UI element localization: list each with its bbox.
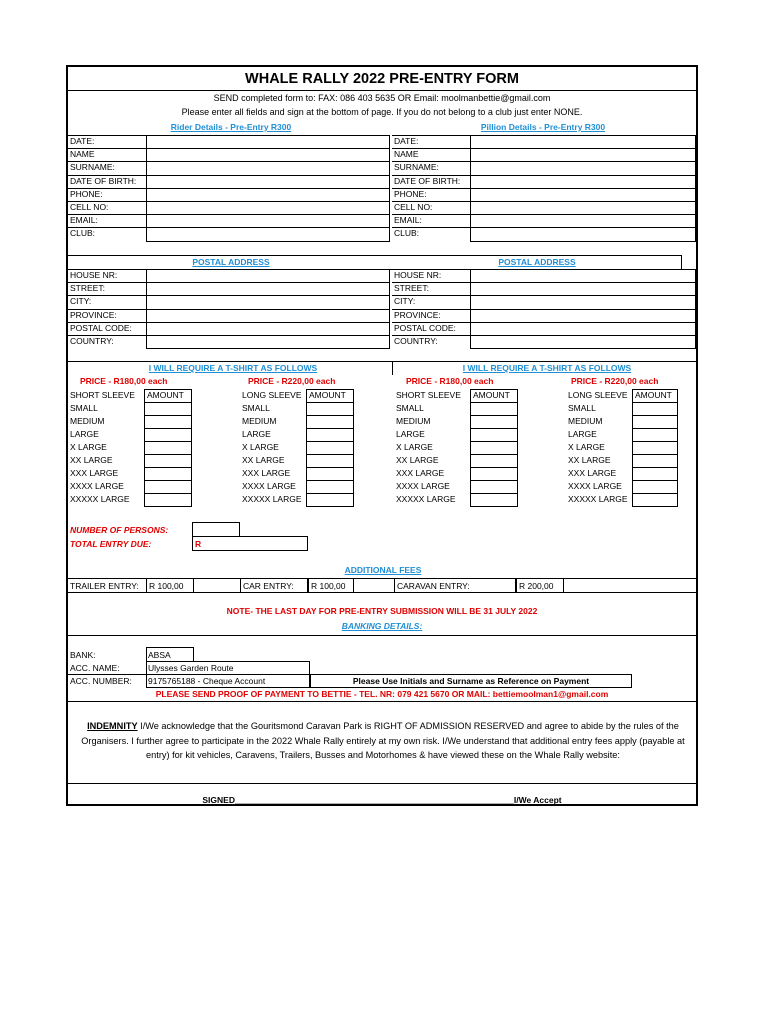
rider-field-label: DATE OF BIRTH: <box>70 175 137 186</box>
pillion-heading: Pillion Details - Pre-Entry R300 <box>480 122 606 132</box>
pillion-short-sleeve-amount-input[interactable] <box>470 428 518 442</box>
pillion-postal-field-input[interactable] <box>470 335 696 349</box>
rider-long-sleeve-size-label: LARGE <box>242 429 271 439</box>
price-short-pillion: PRICE - R180,00 each <box>406 376 494 386</box>
tshirt-long-pillion <box>566 389 678 509</box>
rider-field-label: NAME <box>70 149 95 160</box>
pillion-field-input[interactable] <box>470 135 696 149</box>
rider-heading: Rider Details - Pre-Entry R300 <box>170 122 292 132</box>
rider-long-sleeve-size-label: MEDIUM <box>242 416 277 426</box>
bank-value: ABSA <box>148 650 171 660</box>
pillion-field-label: NAME <box>394 149 419 160</box>
price-long-rider: PRICE - R220,00 each <box>248 376 336 386</box>
rider-field-input[interactable] <box>146 214 390 228</box>
rider-postal-field-input[interactable] <box>146 282 390 296</box>
rider-long-sleeve-amount-input[interactable] <box>306 441 354 455</box>
rider-long-sleeve-amount-input[interactable] <box>306 428 354 442</box>
pillion-field-label: CLUB: <box>394 228 420 239</box>
pillion-postal-field-input[interactable] <box>470 295 696 309</box>
proof-note: PLEASE SEND PROOF OF PAYMENT TO BETTIE - TEL. NR: 079 421 5670 OR MAIL: bettiemoolman1@gmail.com <box>155 689 609 699</box>
rider-long-sleeve-amount-header <box>306 389 354 403</box>
rider-short-sleeve-amount-input[interactable] <box>144 428 192 442</box>
rider-postal-field-input[interactable] <box>146 295 390 309</box>
pillion-short-sleeve-amount-header <box>470 389 518 403</box>
pillion-short-sleeve-amount-input[interactable] <box>470 402 518 416</box>
num-persons-label: NUMBER OF PERSONS: <box>70 525 169 535</box>
rider-postal-field-label: HOUSE NR: <box>70 270 118 280</box>
accnum-label: ACC. NUMBER: <box>70 676 132 686</box>
rider-short-sleeve-size-label: X LARGE <box>70 442 107 452</box>
pillion-field-label: PHONE: <box>394 188 427 199</box>
rider-long-sleeve-size-label: SMALL <box>242 403 270 413</box>
pillion-postal-field-label: STREET: <box>394 283 429 294</box>
rider-long-sleeve-header: LONG SLEEVE <box>242 390 302 400</box>
rider-long-sleeve-amount-input[interactable] <box>306 480 354 494</box>
car-label: CAR ENTRY: <box>243 581 294 591</box>
pillion-postal-field-input[interactable] <box>470 309 696 323</box>
rider-field-input[interactable] <box>146 201 390 215</box>
pillion-short-sleeve-size-label: LARGE <box>396 429 425 439</box>
pillion-long-sleeve-size-label: X LARGE <box>568 442 605 452</box>
postal-heading-pillion: POSTAL ADDRESS <box>498 257 576 267</box>
price-short-rider: PRICE - R180,00 each <box>80 376 168 386</box>
amount-label: AMOUNT <box>309 390 346 400</box>
rider-postal-field-input[interactable] <box>146 322 390 336</box>
divider <box>68 90 696 91</box>
pillion-field-label: SURNAME: <box>394 162 439 173</box>
pillion-long-sleeve-size-label: LARGE <box>568 429 597 439</box>
rider-field-input[interactable] <box>146 135 390 149</box>
pillion-postal-field-label: PROVINCE: <box>394 309 441 320</box>
rider-field-input[interactable] <box>146 175 390 189</box>
pillion-long-sleeve-header: LONG SLEEVE <box>568 390 628 400</box>
rider-long-sleeve-size-label: XXXX LARGE <box>242 481 296 491</box>
tshirt-heading-pillion: I WILL REQUIRE A T-SHIRT AS FOLLOWS <box>462 363 632 373</box>
rider-short-sleeve-size-label: MEDIUM <box>70 416 105 426</box>
pillion-field-input[interactable] <box>470 227 696 241</box>
deadline-note: NOTE- THE LAST DAY FOR PRE-ENTRY SUBMISSION WILL BE 31 JULY 2022 <box>226 606 538 616</box>
amount-label: AMOUNT <box>635 390 672 400</box>
rider-short-sleeve-amount-input[interactable] <box>144 441 192 455</box>
pillion-short-sleeve-size-label: SMALL <box>396 403 424 413</box>
tshirt-short-rider <box>68 389 192 509</box>
rider-short-sleeve-amount-input[interactable] <box>144 480 192 494</box>
pillion-short-sleeve-size-label: XXXXX LARGE <box>396 494 456 504</box>
num-persons-input[interactable] <box>192 522 240 537</box>
pillion-short-sleeve-amount-input[interactable] <box>470 441 518 455</box>
rider-short-sleeve-amount-header <box>144 389 192 403</box>
pillion-postal-field-input[interactable] <box>470 282 696 296</box>
divider <box>68 361 696 362</box>
pillion-postal-field-input[interactable] <box>470 322 696 336</box>
pillion-postal-field-input[interactable] <box>470 269 696 283</box>
accname-label: ACC. NAME: <box>70 663 120 673</box>
pillion-long-sleeve-amount-input[interactable] <box>632 428 678 442</box>
pre-entry-form <box>66 65 698 806</box>
bank-label: BANK: <box>70 650 96 660</box>
pillion-short-sleeve-size-label: X LARGE <box>396 442 433 452</box>
pillion-long-sleeve-amount-input[interactable] <box>632 467 678 481</box>
rider-postal-field-input[interactable] <box>146 309 390 323</box>
rider-long-sleeve-size-label: XXXXX LARGE <box>242 494 302 504</box>
amount-label: AMOUNT <box>147 390 184 400</box>
pillion-long-sleeve-amount-input[interactable] <box>632 454 678 468</box>
rider-short-sleeve-amount-input[interactable] <box>144 493 192 507</box>
pillion-field-label: DATE: <box>394 136 419 146</box>
rider-short-sleeve-size-label: SMALL <box>70 403 98 413</box>
pillion-long-sleeve-amount-header <box>632 389 678 403</box>
pillion-long-sleeve-amount-input[interactable] <box>632 441 678 455</box>
rider-short-sleeve-size-label: LARGE <box>70 429 99 439</box>
pillion-postal-field-label: POSTAL CODE: <box>394 322 456 333</box>
rider-short-sleeve-size-label: XX LARGE <box>70 455 113 465</box>
instructions: Please enter all fields and sign at the bottom of page. If you do not belong to a club just enter NONE. <box>181 107 583 117</box>
rider-postal-field-label: STREET: <box>70 283 105 294</box>
pillion-short-sleeve-size-label: XX LARGE <box>396 455 439 465</box>
pillion-postal-grid <box>392 269 696 348</box>
pillion-long-sleeve-size-label: XXXXX LARGE <box>568 494 628 504</box>
pillion-long-sleeve-size-label: MEDIUM <box>568 416 603 426</box>
total-due-value: R <box>195 539 202 549</box>
pillion-short-sleeve-amount-input[interactable] <box>470 454 518 468</box>
rider-field-label: PHONE: <box>70 188 103 199</box>
total-due-label: TOTAL ENTRY DUE: <box>70 539 152 549</box>
pillion-short-sleeve-amount-input[interactable] <box>470 467 518 481</box>
indemnity-label: INDEMNITY <box>87 721 138 731</box>
rider-short-sleeve-size-label: XXXX LARGE <box>70 481 124 491</box>
indemnity-paragraph <box>70 719 696 763</box>
rider-field-label: DATE: <box>70 136 95 146</box>
rider-long-sleeve-amount-input[interactable] <box>306 415 354 429</box>
rider-short-sleeve-header: SHORT SLEEVE <box>70 390 135 400</box>
rider-short-sleeve-size-label: XXXXX LARGE <box>70 494 130 504</box>
divider <box>68 255 682 256</box>
amount-label: AMOUNT <box>473 390 510 400</box>
pillion-field-label: EMAIL: <box>394 215 422 226</box>
pillion-long-sleeve-size-label: XXX LARGE <box>568 468 617 478</box>
rider-long-sleeve-amount-input[interactable] <box>306 467 354 481</box>
rider-field-label: EMAIL: <box>70 215 98 226</box>
divider <box>68 635 696 636</box>
rider-postal-grid <box>68 269 390 348</box>
pillion-field-label: CELL NO: <box>394 202 433 212</box>
price-long-pillion: PRICE - R220,00 each <box>571 376 659 386</box>
divider <box>681 255 682 269</box>
send-line: SEND completed form to: FAX: 086 403 5635 OR Email: moolmanbettie@gmail.com <box>213 93 551 103</box>
rider-short-sleeve-amount-input[interactable] <box>144 415 192 429</box>
rider-short-sleeve-amount-input[interactable] <box>144 402 192 416</box>
pillion-short-sleeve-header: SHORT SLEEVE <box>396 390 461 400</box>
divider <box>68 701 696 702</box>
rider-postal-field-input[interactable] <box>146 335 390 349</box>
reference-note: Please Use Initials and Surname as Reference on Payment <box>352 676 590 686</box>
trailer-label: TRAILER ENTRY: <box>70 581 139 591</box>
tshirt-short-pillion <box>394 389 518 509</box>
pillion-postal-field-label: HOUSE NR: <box>394 270 442 280</box>
rider-long-sleeve-size-label: XXX LARGE <box>242 468 291 478</box>
tshirt-long-rider <box>240 389 354 509</box>
rider-postal-field-label: PROVINCE: <box>70 309 117 320</box>
additional-fees-heading: ADDITIONAL FEES <box>344 565 422 575</box>
tshirt-heading-rider: I WILL REQUIRE A T-SHIRT AS FOLLOWS <box>148 363 318 373</box>
pillion-postal-field-label: CITY: <box>394 296 416 307</box>
pillion-long-sleeve-amount-input[interactable] <box>632 493 678 507</box>
pillion-long-sleeve-size-label: XX LARGE <box>568 455 611 465</box>
banking-heading: BANKING DETAILS: <box>341 621 423 631</box>
pillion-field-input[interactable] <box>470 188 696 202</box>
pillion-long-sleeve-amount-input[interactable] <box>632 402 678 416</box>
rider-field-input[interactable] <box>146 227 390 241</box>
pillion-short-sleeve-size-label: XXXX LARGE <box>396 481 450 491</box>
pillion-field-input[interactable] <box>470 214 696 228</box>
divider <box>392 361 393 375</box>
form-title: WHALE RALLY 2022 PRE-ENTRY FORM <box>245 71 519 87</box>
pillion-field-input[interactable] <box>470 161 696 175</box>
rider-short-sleeve-size-label: XXX LARGE <box>70 468 119 478</box>
car-value: R 100,00 <box>311 581 346 591</box>
caravan-label: CARAVAN ENTRY: <box>397 581 470 591</box>
pillion-field-label: DATE OF BIRTH: <box>394 175 461 186</box>
rider-short-sleeve-amount-input[interactable] <box>144 467 192 481</box>
divider <box>68 783 696 784</box>
pillion-field-input[interactable] <box>470 148 696 162</box>
trailer-value: R 100,00 <box>149 581 184 591</box>
signature-line[interactable]: SIGNED___________________________________________________________I/We Accept <box>202 795 562 805</box>
rider-long-sleeve-size-label: X LARGE <box>242 442 279 452</box>
rider-field-label: SURNAME: <box>70 162 115 173</box>
caravan-value: R 200,00 <box>519 581 554 591</box>
pillion-field-input[interactable] <box>470 201 696 215</box>
accname-value: Ulysses Garden Route <box>148 663 234 673</box>
rider-long-sleeve-size-label: XX LARGE <box>242 455 285 465</box>
rider-short-sleeve-amount-input[interactable] <box>144 454 192 468</box>
total-due-input[interactable] <box>192 536 308 551</box>
postal-heading-rider: POSTAL ADDRESS <box>192 257 270 267</box>
rider-details-grid <box>68 135 390 241</box>
pillion-short-sleeve-amount-input[interactable] <box>470 493 518 507</box>
rider-postal-field-label: COUNTRY: <box>70 336 114 346</box>
rider-long-sleeve-amount-input[interactable] <box>306 454 354 468</box>
rider-field-label: CLUB: <box>70 228 96 239</box>
pillion-short-sleeve-amount-input[interactable] <box>470 480 518 494</box>
rider-field-input[interactable] <box>146 148 390 162</box>
pillion-long-sleeve-size-label: XXXX LARGE <box>568 481 622 491</box>
pillion-short-sleeve-size-label: XXX LARGE <box>396 468 445 478</box>
rider-field-input[interactable] <box>146 161 390 175</box>
pillion-short-sleeve-amount-input[interactable] <box>470 415 518 429</box>
pillion-field-input[interactable] <box>470 175 696 189</box>
rider-postal-field-label: POSTAL CODE: <box>70 322 132 333</box>
pillion-short-sleeve-size-label: MEDIUM <box>396 416 431 426</box>
rider-long-sleeve-amount-input[interactable] <box>306 493 354 507</box>
rider-postal-field-input[interactable] <box>146 269 390 283</box>
indemnity-text: I/We acknowledge that the Gouritsmond Caravan Park is RIGHT OF ADMISSION RESERVED and agree to abide by the rules of the Organisers. I further agree to participate in the 2022 Whale Rally entirely at my own risk. I/We understand that additional entry fees apply (payable at entry) for kit vehicles, Caravens, Trailers, Busses and Motorhomes & have viewed these on the Whale Rally website: <box>81 721 685 760</box>
pillion-long-sleeve-size-label: SMALL <box>568 403 596 413</box>
pillion-postal-field-label: COUNTRY: <box>394 336 438 346</box>
rider-long-sleeve-amount-input[interactable] <box>306 402 354 416</box>
pillion-long-sleeve-amount-input[interactable] <box>632 480 678 494</box>
pillion-details-grid <box>392 135 696 241</box>
rider-field-input[interactable] <box>146 188 390 202</box>
accnum-value: 9175765188 - Cheque Account <box>148 676 266 686</box>
rider-field-label: CELL NO: <box>70 202 109 212</box>
pillion-long-sleeve-amount-input[interactable] <box>632 415 678 429</box>
rider-postal-field-label: CITY: <box>70 296 92 307</box>
